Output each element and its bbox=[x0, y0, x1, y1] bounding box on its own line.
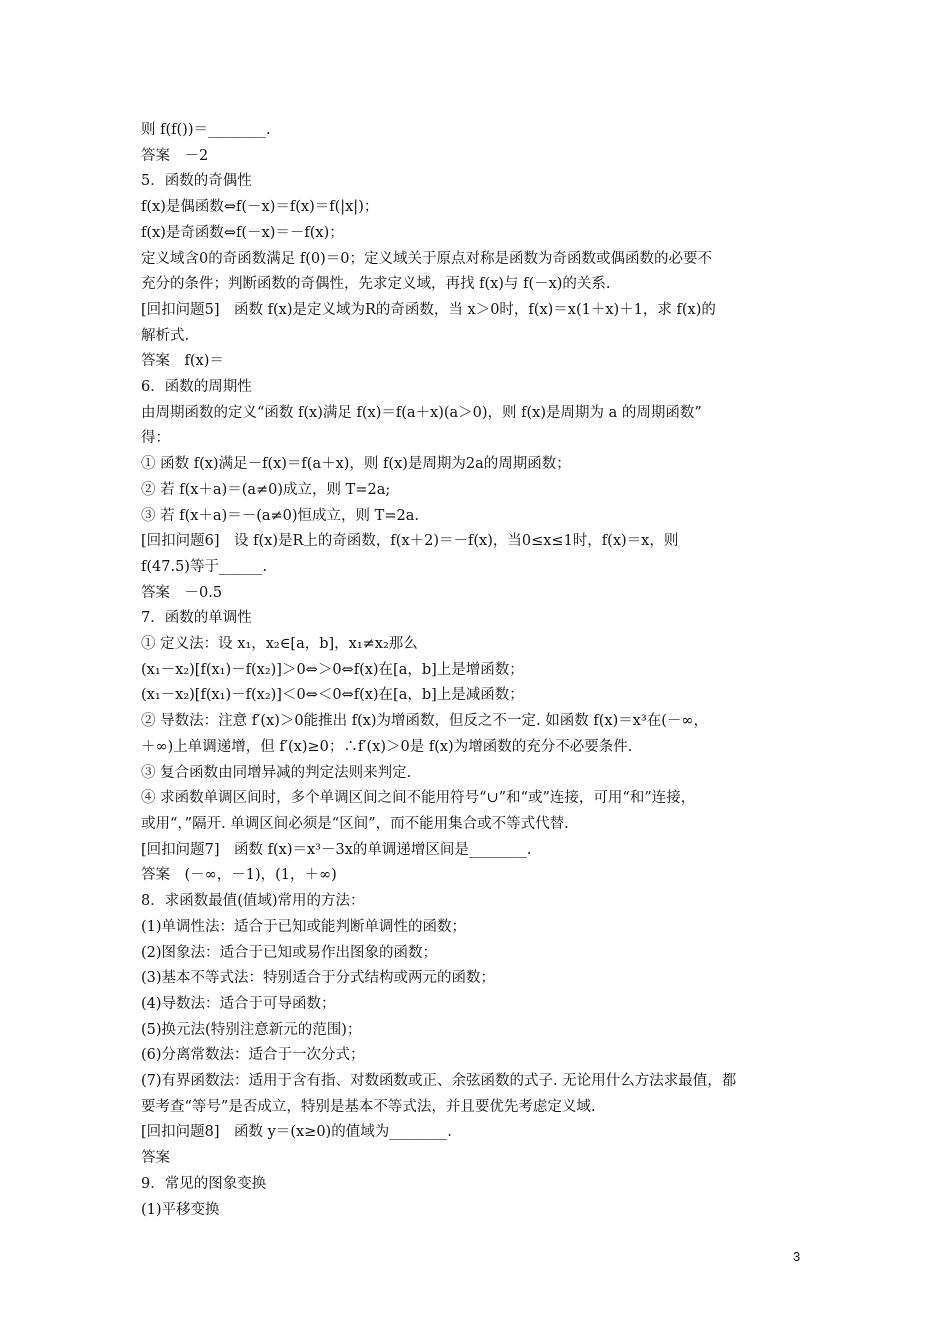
section-heading: 7．函数的单调性 bbox=[141, 610, 252, 627]
text-line: f(47.5)等于______. bbox=[141, 558, 268, 575]
text-line: ② 导数法：注意 f′(x)＞0能推出 f(x)为增函数，但反之不一定. 如函数 f(x)＝x³在(－∞， bbox=[141, 713, 708, 730]
review-question: [回扣问题7] 函数 f(x)＝x³－3x的单调递增区间是________. bbox=[141, 841, 532, 858]
text-line: f(x)是奇函数⇔f(－x)＝－f(x)； bbox=[141, 224, 344, 241]
text-line: (1)单调性法：适合于已知或能判断单调性的函数； bbox=[141, 918, 467, 935]
text-line: (x₁－x₂)[f(x₁)－f(x₂)]＜0⇔＜0⇔f(x)在[a，b]上是减函数； bbox=[141, 687, 524, 704]
section-heading: 8．求函数最值(值域)常用的方法： bbox=[141, 893, 365, 910]
answer-line: 答案 f(x)＝ bbox=[141, 353, 224, 370]
text-line: (4)导数法：适合于可导函数； bbox=[141, 995, 336, 1012]
text-line: 则 f(f())＝________. bbox=[141, 122, 271, 138]
text-line: (7)有界函数法：适用于含有指、对数函数或正、余弦函数的式子. 无论用什么方法求最值，都 bbox=[141, 1073, 737, 1090]
text-line: ③ 复合函数由同增异减的判定法则来判定. bbox=[141, 764, 412, 781]
text-line: ＋∞)上单调递增，但 f′(x)≥0；∴f′(x)＞0是 f(x)为增函数的充分不必要条件. bbox=[141, 738, 633, 755]
answer-line: 答案 (－∞，－1)，(1，＋∞) bbox=[141, 867, 337, 884]
answer-line: 答案 －0.5 bbox=[141, 584, 223, 601]
text-line: 定义域含0的奇函数满足 f(0)＝0；定义域关于原点对称是函数为奇函数或偶函数的必要不 bbox=[141, 250, 712, 267]
text-line: (3)基本不等式法：特别适合于分式结构或两元的函数； bbox=[141, 970, 496, 987]
answer-line: 答案 bbox=[141, 1150, 170, 1167]
review-question: [回扣问题6] 设 f(x)是R上的奇函数，f(x＋2)＝－f(x)，当0≤x≤1时，f(x)＝x，则 bbox=[141, 533, 679, 550]
text-line: f(x)是偶函数⇔f(－x)＝f(x)＝f(|x|)； bbox=[141, 199, 379, 216]
review-question: [回扣问题5] 函数 f(x)是定义域为R的奇函数，当 x＞0时，f(x)＝x(1＋x)＋1，求 f(x)的 bbox=[141, 301, 716, 318]
text-line: (6)分离常数法：适合于一次分式； bbox=[141, 1047, 365, 1064]
document-body bbox=[141, 118, 813, 1223]
text-line: (1)平移变换 bbox=[141, 1201, 220, 1218]
text-line: 或用“，”隔开. 单调区间必须是“区间”，而不能用集合或不等式代替. bbox=[141, 815, 569, 832]
text-line: ③ 若 f(x＋a)＝－(a≠0)恒成立，则 T=2a. bbox=[141, 507, 419, 524]
section-heading: 9．常见的图象变换 bbox=[141, 1175, 267, 1192]
text-line: (2)图象法：适合于已知或易作出图象的函数； bbox=[141, 944, 438, 961]
text-line: 解析式. bbox=[141, 327, 190, 344]
text-line: ① 函数 f(x)满足－f(x)＝f(a＋x)，则 f(x)是周期为2a的周期函数； bbox=[141, 456, 571, 473]
text-line: 要考查“等号”是否成立，特别是基本不等式法，并且要优先考虑定义域. bbox=[141, 1098, 596, 1115]
text-line: ② 若 f(x＋a)＝(a≠0)成立，则 T=2a; bbox=[141, 481, 391, 498]
section-heading: 5．函数的奇偶性 bbox=[141, 173, 252, 190]
answer-line: 答案 －2 bbox=[141, 147, 209, 164]
text-line: ④ 求函数单调区间时，多个单调区间之间不能用符号“∪”和“或”连接，可用“和”连接， bbox=[141, 790, 696, 807]
text-line: 由周期函数的定义“函数 f(x)满足 f(x)＝f(a＋x)(a＞0)，则 f(x)是周期为 a 的周期函数” bbox=[141, 404, 702, 421]
text-line: (x₁－x₂)[f(x₁)－f(x₂)]＞0⇔＞0⇔f(x)在[a，b]上是增函数； bbox=[141, 661, 524, 678]
text-line: 得： bbox=[141, 430, 170, 447]
page-number: 3 bbox=[793, 1249, 801, 1264]
text-line: ① 定义法：设 x₁，x₂∈[a，b]，x₁≠x₂那么 bbox=[141, 636, 418, 653]
text-line: (5)换元法(特别注意新元的范围)； bbox=[141, 1021, 362, 1038]
text-line: 充分的条件；判断函数的奇偶性，先求定义域，再找 f(x)与 f(－x)的关系. bbox=[141, 276, 611, 293]
section-heading: 6．函数的周期性 bbox=[141, 379, 252, 396]
review-question: [回扣问题8] 函数 y＝(x≥0)的值域为________. bbox=[141, 1124, 452, 1141]
